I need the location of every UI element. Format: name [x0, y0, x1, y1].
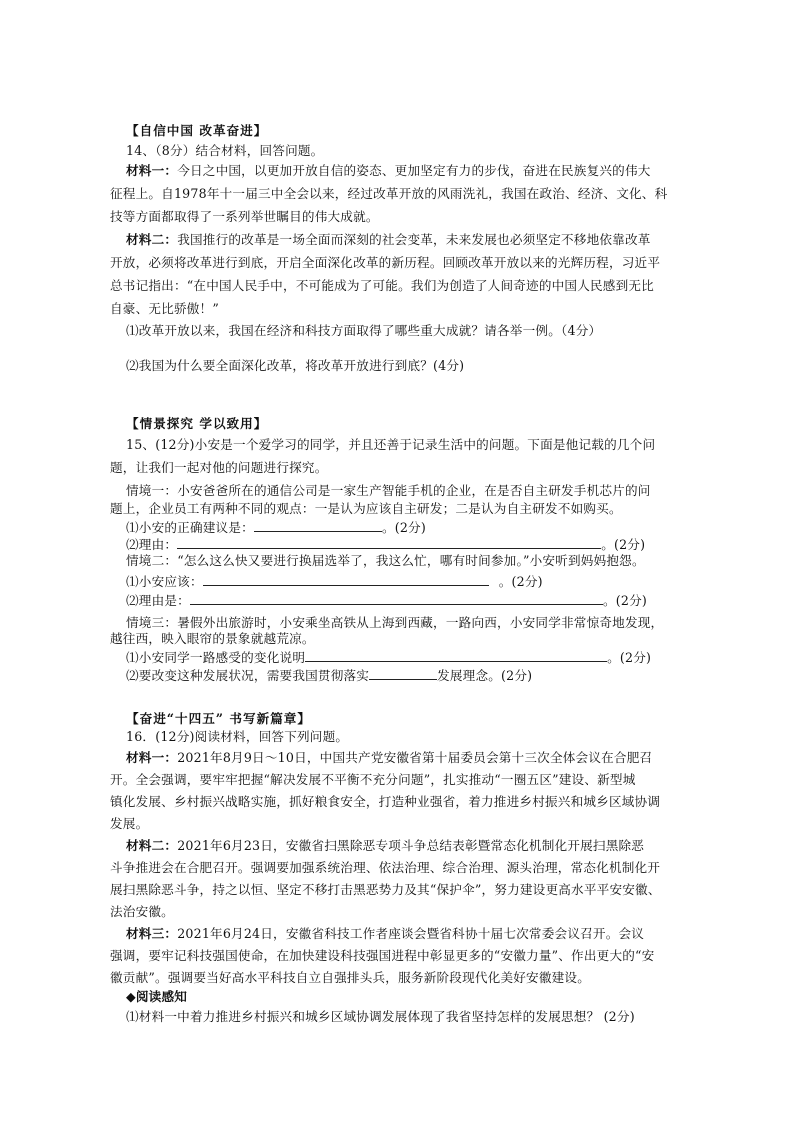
- material-label: 材料一：: [126, 750, 178, 765]
- section3-material-3-line-2: 强调，要牢记科技强国使命，在加快建设科技强国进程中彰显更多的“安徽力量”、作出更大的“安: [110, 948, 655, 963]
- question-score: 。(2分): [607, 650, 652, 665]
- answer-blank[interactable]: [177, 535, 601, 549]
- question-16-stem: 16．(12分)阅读材料，回答下列问题。: [126, 729, 349, 744]
- material-text: 2021年6月24日，安徽省科技工作者座谈会暨省科协十届七次常委会议召开。会议: [177, 926, 645, 941]
- question-score: 。(2分): [601, 537, 646, 552]
- section3-material-2-line-4: 法治安徽。: [110, 904, 174, 919]
- question-14-part-2: ⑵我国为什么要全面深化改革，将改革开放进行到底？(4分): [126, 358, 465, 373]
- scenario-label: 情境三：: [126, 615, 178, 630]
- scenario-3-line-2: 越往西，映入眼帘的景象就越荒凉。: [110, 631, 315, 646]
- section3-material-2-line-1: [126, 837, 644, 855]
- scenario-text: 小安爸爸所在的通信公司是一家生产智能手机的企业，在是否自主研发手机芯片的问: [177, 483, 651, 498]
- material-2-line-2: 开放，必须将改革进行到底，开启全面深化改革的新历程。回顾改革开放以来的光辉历程，习近平: [110, 255, 661, 270]
- scenario-label: 情境一：: [126, 483, 178, 498]
- answer-blank[interactable]: [190, 591, 603, 605]
- question-score: 。(2分): [381, 520, 426, 535]
- material-1-line-1: [126, 162, 651, 180]
- material-label: 材料二：: [126, 838, 178, 853]
- section3-material-1-line-4: 发展。: [110, 816, 149, 831]
- question-text: ⑵要改变这种发展状况，需要我国贯彻落实: [126, 668, 370, 683]
- answer-blank[interactable]: [203, 572, 489, 586]
- scenario-2-question-2: [126, 591, 647, 610]
- material-label: 材料一：: [126, 163, 178, 178]
- question-text: ⑴小安同学一路感受的变化说明: [126, 650, 306, 665]
- section3-material-1-line-1: [126, 749, 652, 767]
- question-14-part-1: ⑴改革开放以来，我国在经济和科技方面取得了哪些重大成就？请各举一例。（4分）: [126, 323, 602, 338]
- section3-material-1-line-3: 镇化发展、乡村振兴战略实施，抓好粮食安全，打造种业强省，着力推进乡村振兴和城乡区域协调: [110, 794, 661, 809]
- question-15-line-2: 题，让我们一起对他的问题进行探究。: [110, 460, 328, 475]
- material-text: 我国推行的改革是一场全面而深刻的社会变革，未来发展也必须坚定不移地依靠改革: [177, 232, 651, 247]
- material-label: 材料三：: [126, 926, 178, 941]
- section3-material-1-line-2: 开。全会强调，要牢牢把握“解决发展不平衡不充分问题”，扎实推动“一圈五区”建设、新型城: [110, 772, 636, 787]
- material-text: 今日之中国，以更加开放自信的姿态、更加坚定有力的步伐，奋进在民族复兴的伟大: [177, 163, 651, 178]
- scenario-text: 暑假外出旅游时，小安乘坐高铁从上海到西藏，一路向西，小安同学非常惊奇地发现，: [177, 615, 664, 630]
- material-2-line-4: 自豪、无比骄傲！”: [110, 301, 219, 316]
- scenario-2-question-1: [126, 572, 543, 591]
- scenario-3-question-1: [126, 648, 651, 667]
- scenario-text: “怎么这么快又要进行换届选举了，我这么忙，哪有时间参加。”小安听到妈妈抱怨。: [177, 553, 645, 568]
- material-2-line-1: [126, 231, 651, 249]
- question-text: ⑵理由：: [126, 537, 178, 552]
- section3-material-2-line-2: 斗争推进会在合肥召开。强调要加强系统治理、依法治理、综合治理、源头治理，常态化机制化开: [110, 860, 661, 875]
- question-text: ⑴小安应该：: [126, 574, 203, 589]
- scenario-1-line-2: 题上，企业员工有两种不同的观点：一是认为应该自主研发；二是认为自主研发不如购买。: [110, 501, 622, 516]
- question-score: 。(2分): [602, 593, 647, 608]
- section-title-fourteenth-five-year: 【奋进“十四五” 书写新篇章】: [126, 711, 311, 726]
- section3-material-3-line-3: 徽贡献”。强调要当好高水平科技自立自强排头兵，服务新阶段现代化美好安徽建设。: [110, 970, 591, 985]
- material-label: 材料二：: [126, 232, 178, 247]
- question-text: ⑵理由是：: [126, 593, 190, 608]
- material-text: 2021年6月23日，安徽省扫黑除恶专项斗争总结表彰暨常态化机制化开展扫黑除恶: [177, 838, 645, 853]
- scenario-3-question-2: [126, 666, 532, 685]
- scenario-label: 情境二：: [126, 553, 178, 568]
- section-title-scenario-inquiry: 【情景探究 学以致用】: [126, 416, 268, 431]
- question-score: 。(2分): [498, 574, 543, 589]
- answer-blank[interactable]: [254, 518, 382, 532]
- scenario-1-line-1: [126, 482, 651, 500]
- scenario-2-line-1: [126, 552, 645, 570]
- material-1-line-2: 征程上。自1978年十一届三中全会以来，经过改革开放的风雨洗礼，我国在政治、经济、文化、科: [110, 186, 668, 201]
- question-16-part-1: ⑴材料一中着力推进乡村振兴和城乡区域协调发展体现了我省坚持怎样的发展思想？ (2分): [126, 1009, 635, 1024]
- section3-material-2-line-3: 展扫黑除恶斗争，持之以恒、坚定不移打击黑恶势力及其“保护伞”，努力建设更高水平平安安徽、: [110, 882, 661, 897]
- question-15-line-1: 15、(12分)小安是一个爱学习的同学，并且还善于记录生活中的问题。下面是他记载的几个问: [126, 437, 656, 452]
- question-score: 发展理念。(2分): [437, 668, 533, 683]
- reading-perception-heading: ◆阅读感知: [126, 989, 188, 1004]
- material-text: 2021年8月9日～10日，中国共产党安徽省第十届委员会第十三次全体会议在合肥召: [177, 750, 653, 765]
- section3-material-3-line-1: [126, 925, 644, 943]
- material-2-line-3: 总书记指出：“在中国人民手中，不可能成为了可能。我们为创造了人间奇迹的中国人民感到无比: [110, 278, 654, 293]
- material-1-line-3: 技等方面都取得了一系列举世瞩目的伟大成就。: [110, 209, 379, 224]
- question-14-stem: 14、（8分）结合材料，回答问题。: [126, 143, 324, 158]
- question-text: ⑴小安的正确建议是：: [126, 520, 254, 535]
- answer-blank[interactable]: [369, 666, 437, 680]
- answer-blank[interactable]: [305, 648, 607, 662]
- section-title-confident-china: 【自信中国 改革奋进】: [126, 123, 268, 138]
